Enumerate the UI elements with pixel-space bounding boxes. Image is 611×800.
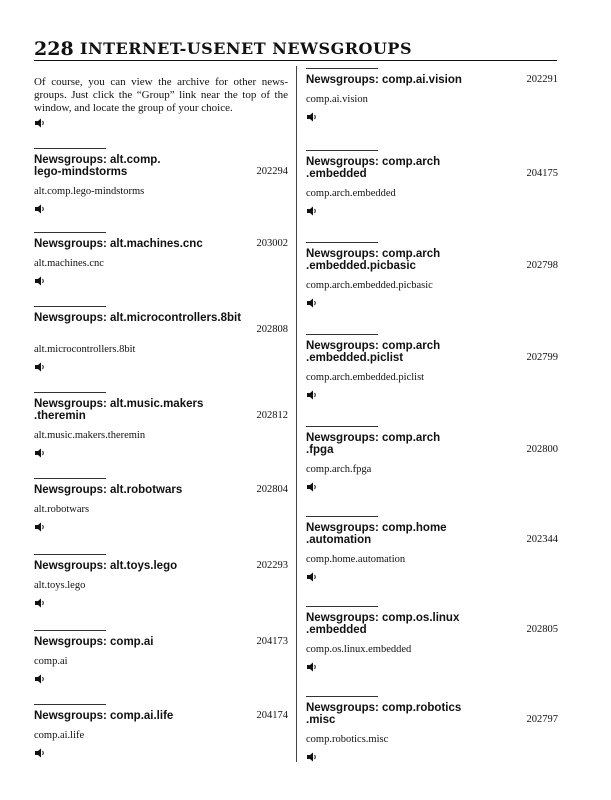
speaker-icon (306, 662, 318, 672)
newsgroup-number: 204174 (256, 710, 288, 721)
intro-paragraph: Of course, you can view the archive for other news-groups. Just click the “Group” link near the top of the window, and locate the group of your choice. (34, 76, 288, 114)
newsgroup-number: 203002 (256, 238, 288, 249)
newsgroup-title: Newsgroups: comp.ai.vision (306, 74, 462, 86)
entry-rule (306, 516, 378, 517)
newsgroup-title: Newsgroups: comp.arch .embedded.piclist (306, 340, 441, 364)
newsgroup-number: 202812 (256, 410, 288, 421)
entry-rule (34, 148, 106, 149)
newsgroup-title: Newsgroups: alt.toys.lego (34, 560, 178, 572)
newsgroup-title: Newsgroups: comp.arch .fpga (306, 432, 441, 456)
speaker-icon (34, 448, 46, 458)
newsgroup-title: Newsgroups: comp.robotics .misc (306, 702, 462, 726)
newsgroup-name: comp.arch.embedded (306, 188, 396, 199)
newsgroup-entry (34, 630, 288, 700)
entry-rule (34, 232, 106, 233)
newsgroup-title: Newsgroups: comp.arch .embedded.picbasic (306, 248, 441, 272)
newsgroup-name: alt.comp.lego-mindstorms (34, 186, 145, 197)
entry-rule (306, 68, 378, 69)
newsgroup-title: Newsgroups: alt.machines.cnc (34, 238, 203, 250)
newsgroup-name: comp.ai.vision (306, 94, 368, 105)
entry-rule (306, 150, 378, 151)
newsgroup-name: comp.ai.life (34, 730, 85, 741)
entry-rule (306, 606, 378, 607)
newsgroup-number: 204175 (526, 168, 558, 179)
speaker-icon (34, 598, 46, 608)
newsgroup-title: Newsgroups: comp.ai (34, 636, 154, 648)
speaker-icon (34, 118, 46, 128)
newsgroup-entry (306, 242, 558, 312)
newsgroup-entry (34, 704, 288, 774)
newsgroup-entry (306, 68, 558, 138)
newsgroup-number: 202293 (256, 560, 288, 571)
newsgroup-entry (34, 478, 288, 548)
speaker-icon (34, 522, 46, 532)
newsgroup-title: Newsgroups: alt.comp. lego-mindstorms (34, 154, 161, 178)
newsgroup-name: comp.os.linux.embedded (306, 644, 412, 655)
speaker-icon (34, 748, 46, 758)
newsgroup-number: 204173 (256, 636, 288, 647)
newsgroup-entry (34, 554, 288, 624)
newsgroup-title: Newsgroups: alt.music.makers .theremin (34, 398, 204, 422)
speaker-icon (306, 752, 318, 762)
speaker-icon (306, 572, 318, 582)
newsgroup-entry (306, 426, 558, 496)
speaker-icon (306, 390, 318, 400)
newsgroup-name: comp.ai (34, 656, 68, 667)
newsgroup-entry (34, 232, 288, 302)
newsgroup-name: comp.arch.embedded.piclist (306, 372, 425, 383)
newsgroup-entry (306, 516, 558, 586)
newsgroup-title: Newsgroups: comp.ai.life (34, 710, 174, 722)
speaker-icon (306, 206, 318, 216)
entry-rule (34, 630, 106, 631)
newsgroup-title: Newsgroups: comp.os.linux .embedded (306, 612, 460, 636)
newsgroup-number: 202799 (526, 352, 558, 363)
page-header (34, 38, 557, 61)
speaker-icon (306, 482, 318, 492)
entry-rule (306, 242, 378, 243)
newsgroup-title: Newsgroups: comp.arch .embedded (306, 156, 441, 180)
newsgroup-title: Newsgroups: alt.robotwars (34, 484, 183, 496)
newsgroup-name: alt.music.makers.theremin (34, 430, 146, 441)
speaker-icon (34, 362, 46, 372)
newsgroup-number: 202805 (526, 624, 558, 635)
newsgroup-entry (306, 150, 558, 220)
entry-rule (34, 554, 106, 555)
newsgroup-entry (306, 606, 558, 676)
entry-rule (34, 704, 106, 705)
page-number: 228 (34, 38, 74, 60)
newsgroup-number: 202291 (526, 74, 558, 85)
entry-rule (34, 478, 106, 479)
newsgroup-title: Newsgroups: alt.microcontrollers.8bit (34, 312, 242, 324)
chapter-title: INTERNET-USENET NEWSGROUPS (80, 39, 413, 58)
newsgroup-number: 202344 (526, 534, 558, 545)
newsgroup-name: alt.robotwars (34, 504, 90, 515)
newsgroup-name: alt.toys.lego (34, 580, 86, 591)
newsgroup-entry (306, 334, 558, 404)
speaker-icon (34, 674, 46, 684)
newsgroup-name: comp.home.automation (306, 554, 406, 565)
speaker-icon (306, 298, 318, 308)
newsgroup-number: 202804 (256, 484, 288, 495)
entry-rule (34, 392, 106, 393)
newsgroup-entry (34, 392, 288, 462)
newsgroup-name: comp.robotics.misc (306, 734, 389, 745)
speaker-icon (34, 204, 46, 214)
entry-rule (306, 334, 378, 335)
newsgroup-name: comp.arch.fpga (306, 464, 372, 475)
newsgroup-number: 202798 (526, 260, 558, 271)
newsgroup-name: comp.arch.embedded.picbasic (306, 280, 433, 291)
newsgroup-number: 202797 (526, 714, 558, 725)
newsgroup-entry (34, 148, 288, 218)
newsgroup-name: alt.machines.cnc (34, 258, 104, 269)
speaker-icon (34, 276, 46, 286)
newsgroup-number: 202294 (256, 166, 288, 177)
newsgroup-name: alt.microcontrollers.8bit (34, 344, 136, 355)
column-divider (296, 66, 297, 762)
newsgroup-entry (34, 306, 288, 376)
newsgroup-entry (306, 696, 558, 766)
entry-rule (306, 696, 378, 697)
entry-rule (306, 426, 378, 427)
newsgroup-number: 202800 (526, 444, 558, 455)
newsgroup-title: Newsgroups: comp.home .automation (306, 522, 447, 546)
newsgroup-number: 202808 (256, 324, 288, 335)
speaker-icon (306, 112, 318, 122)
entry-rule (34, 306, 106, 307)
